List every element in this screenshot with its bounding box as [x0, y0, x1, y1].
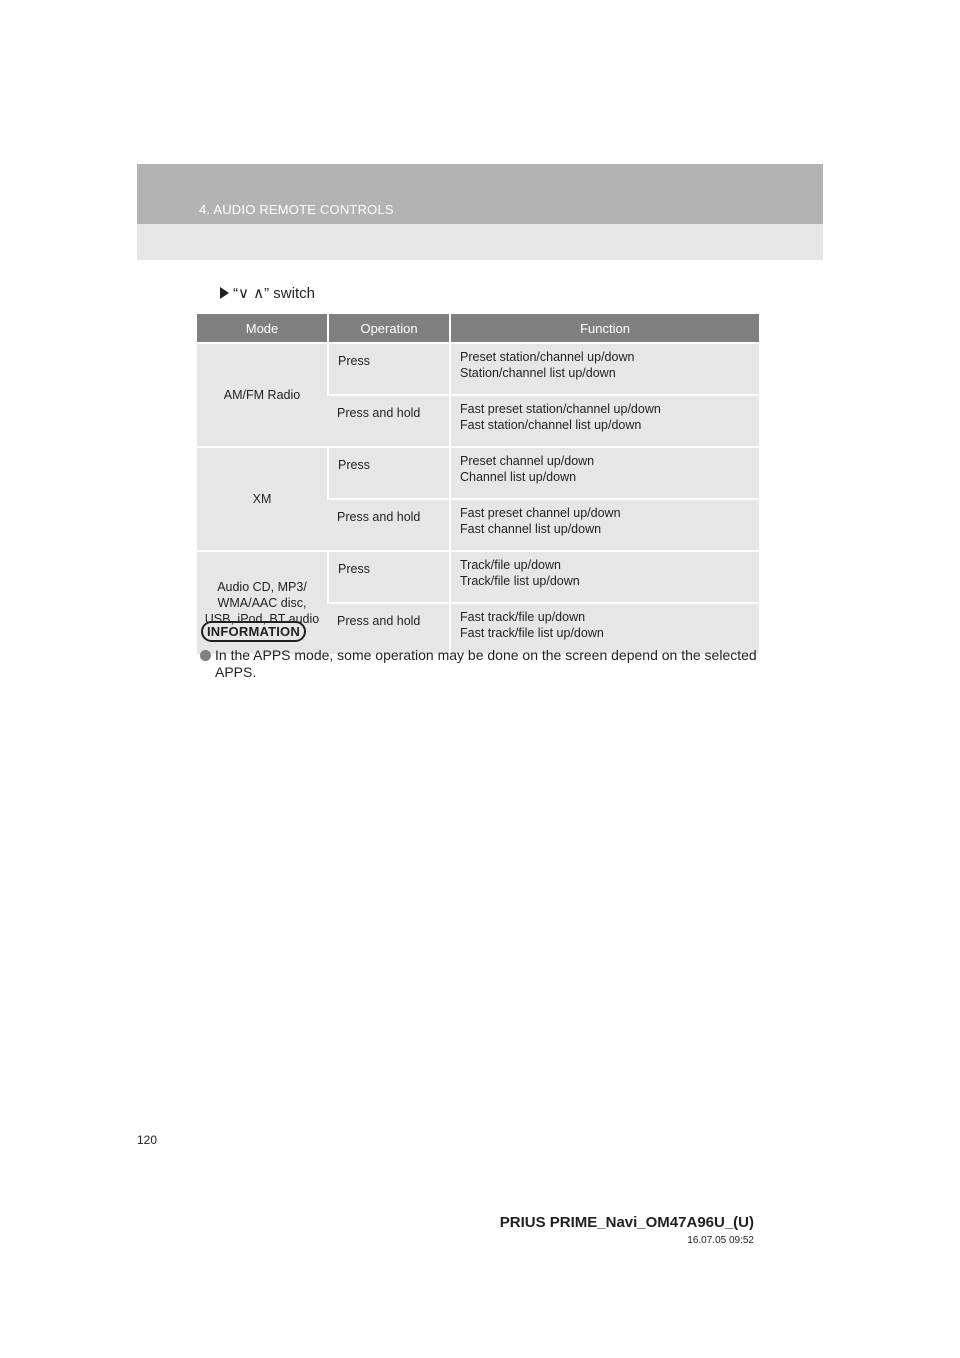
mode-cell: AM/FM Radio [197, 343, 328, 447]
column-header-mode: Mode [197, 314, 328, 343]
triangle-bullet-icon [220, 287, 229, 299]
operation-cell: Press [328, 343, 450, 395]
column-header-operation: Operation [328, 314, 450, 343]
information-text: In the APPS mode, some operation may be done on the screen depend on the selected APPS. [215, 647, 757, 680]
document-timestamp: 16.07.05 09:52 [687, 1235, 754, 1246]
function-line: Channel list up/down [460, 470, 577, 484]
function-line: Preset station/channel up/down [460, 350, 635, 364]
function-line: Fast preset channel up/down [460, 506, 621, 520]
function-line: Track/file up/down [460, 558, 561, 572]
operation-cell: Press and hold [328, 395, 450, 447]
function-cell [450, 395, 759, 447]
function-line: Fast preset station/channel up/down [460, 402, 661, 416]
section-title: 4. AUDIO REMOTE CONTROLS [199, 202, 394, 217]
table-header-row [197, 314, 759, 343]
function-line: Track/file list up/down [460, 574, 580, 588]
function-line: Fast track/file up/down [460, 610, 586, 624]
table-row [197, 551, 759, 603]
header-band [137, 164, 823, 260]
table-row [197, 447, 759, 499]
operation-cell: Press and hold [328, 603, 450, 654]
operation-cell: Press [328, 551, 450, 603]
operations-table [197, 314, 759, 654]
operation-cell: Press and hold [328, 499, 450, 551]
function-line: Station/channel list up/down [460, 366, 616, 380]
information-badge: INFORMATION [201, 621, 306, 642]
page-number: 120 [137, 1133, 158, 1147]
mode-cell: XM [197, 447, 328, 551]
function-cell [450, 551, 759, 603]
function-line: Preset channel up/down [460, 454, 595, 468]
function-cell [450, 343, 759, 395]
function-cell [450, 499, 759, 551]
switch-heading [220, 284, 315, 302]
function-line: Fast channel list up/down [460, 522, 602, 536]
document-title: PRIUS PRIME_Navi_OM47A96U_(U) [499, 1214, 754, 1231]
function-line: Fast station/channel list up/down [460, 418, 642, 432]
information-item [200, 647, 760, 681]
header-bar [137, 164, 823, 224]
switch-heading-text: “∨ ∧” switch [233, 285, 315, 302]
operation-cell: Press [328, 447, 450, 499]
bullet-icon [200, 650, 211, 661]
mode-cell: Audio CD, MP3/ WMA/AAC disc, USB, iPod, BT audio [197, 551, 328, 654]
function-line: Fast track/file list up/down [460, 626, 604, 640]
column-header-function: Function [450, 314, 759, 343]
table-row [197, 343, 759, 395]
function-cell [450, 447, 759, 499]
